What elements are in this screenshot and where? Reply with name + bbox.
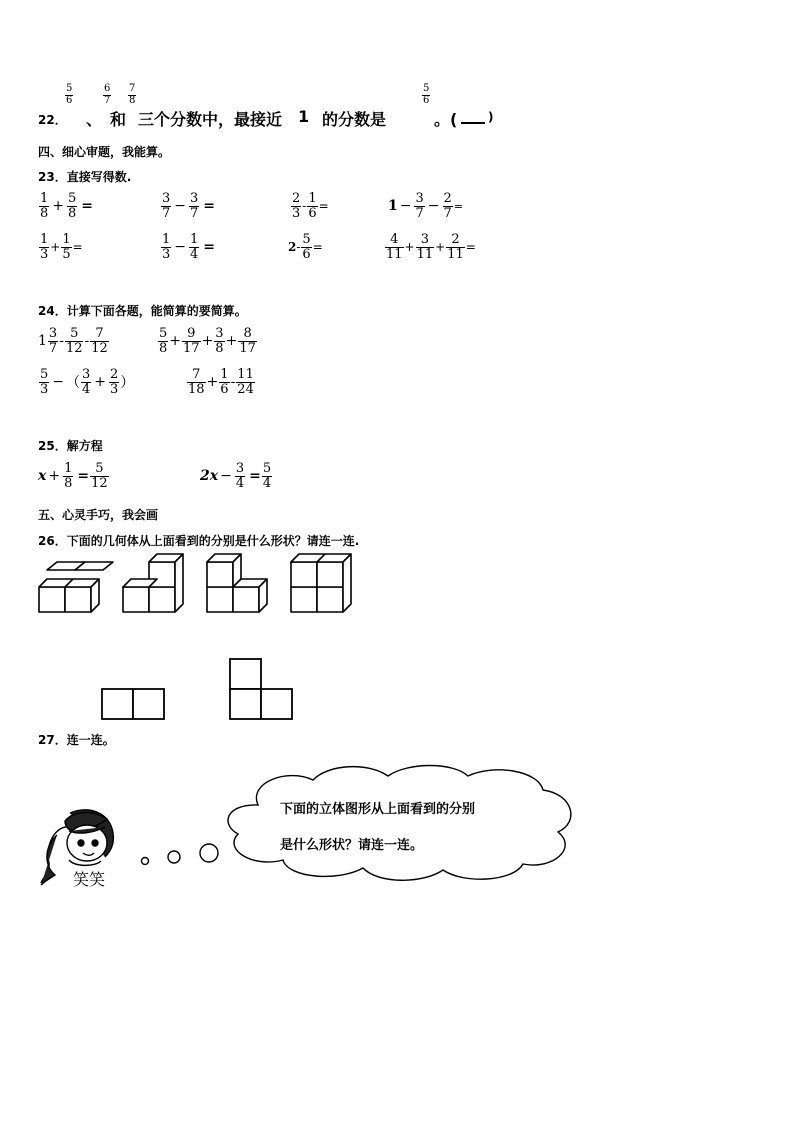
question-22 bbox=[38, 84, 518, 130]
fraction: $\frac{1}{8}$ bbox=[40, 191, 49, 221]
fraction: $\frac{1}{6}$ bbox=[220, 367, 229, 397]
fraction: $\frac{7}{12}$ bbox=[91, 326, 108, 356]
minus-sign: - bbox=[302, 199, 307, 214]
whole-number: 1 bbox=[38, 333, 47, 350]
q26-title: 26．下面的几何体从上面看到的分别是什么形状？请连一连. bbox=[38, 534, 360, 548]
q22-separator: 、 bbox=[86, 110, 103, 129]
minus-sign: - bbox=[296, 240, 301, 255]
fraction: $\frac{1}{6}$ bbox=[308, 191, 317, 221]
fraction: $\frac{2}{3}$ bbox=[292, 191, 301, 221]
fraction: $\frac{3}{7}$ bbox=[162, 191, 171, 221]
q25-title: 25．解方程 bbox=[38, 439, 103, 453]
right-paren: ） bbox=[120, 375, 135, 392]
equals-sign: = bbox=[249, 468, 261, 485]
equals-sign: = bbox=[312, 240, 323, 255]
equals-sign: = bbox=[453, 199, 463, 213]
solid-1[interactable] bbox=[39, 562, 113, 612]
q22-fraction-1: $\frac{5}{6}$ bbox=[66, 83, 73, 106]
solid-3[interactable] bbox=[207, 554, 267, 612]
plus-sign: + bbox=[435, 240, 446, 255]
q22-one: 1 bbox=[298, 107, 310, 126]
fraction: $\frac{5}{8}$ bbox=[68, 191, 77, 221]
thought-dot-medium bbox=[168, 851, 180, 863]
equals-sign: = bbox=[318, 199, 329, 214]
fraction: $\frac{3}{7}$ bbox=[190, 191, 199, 221]
variable-2x: 2x bbox=[200, 468, 219, 485]
q23-item-8 bbox=[384, 233, 476, 261]
fraction: $\frac{3}{4}$ bbox=[235, 461, 245, 491]
equals-sign: = bbox=[203, 239, 216, 256]
solid-4[interactable] bbox=[291, 554, 351, 612]
fraction: $\frac{2}{3}$ bbox=[110, 367, 119, 397]
fraction: $\frac{5}{12}$ bbox=[91, 461, 108, 491]
fraction: $\frac{7}{18}$ bbox=[188, 367, 205, 397]
speech-cloud bbox=[218, 760, 583, 885]
whole-number: 2 bbox=[288, 240, 297, 255]
solid-2[interactable] bbox=[123, 554, 183, 612]
equals-sign: = bbox=[465, 240, 476, 255]
q23-item-7 bbox=[288, 233, 323, 261]
plus-sign: + bbox=[169, 333, 182, 350]
fraction: $\frac{3}{11}$ bbox=[416, 232, 434, 262]
equals-sign: = bbox=[203, 198, 216, 215]
plus-sign: + bbox=[52, 198, 65, 215]
fraction: $\frac{11}{24}$ bbox=[237, 367, 254, 397]
minus-sign: − bbox=[52, 374, 65, 391]
fraction: $\frac{1}{8}$ bbox=[64, 461, 73, 491]
plus-sign: + bbox=[206, 374, 219, 391]
fraction: $\frac{4}{11}$ bbox=[386, 232, 403, 262]
plus-sign: + bbox=[201, 333, 214, 350]
q24-item-4 bbox=[186, 368, 256, 396]
fraction: $\frac{5}{3}$ bbox=[40, 367, 49, 397]
girl-illustration bbox=[35, 805, 145, 895]
fraction: $\frac{5}{4}$ bbox=[262, 461, 272, 491]
top-view-1[interactable] bbox=[102, 689, 164, 719]
equals-sign: = bbox=[81, 198, 94, 215]
thought-dot-small bbox=[142, 858, 149, 865]
plus-sign: + bbox=[94, 374, 107, 391]
q23-item-4 bbox=[388, 192, 463, 220]
plus-sign: + bbox=[404, 240, 415, 255]
left-paren: （ bbox=[66, 375, 81, 392]
q23-item-5 bbox=[38, 233, 83, 261]
q22-text2: 的分数是 bbox=[322, 110, 387, 129]
q23-item-2 bbox=[160, 192, 215, 220]
q22-number: 22． bbox=[38, 113, 67, 127]
q22-and: 和 bbox=[110, 110, 127, 129]
q23-item-3 bbox=[290, 192, 329, 220]
whole-number: 1 bbox=[388, 198, 398, 215]
q22-end: 。( bbox=[434, 110, 458, 129]
thought-dots bbox=[135, 835, 225, 875]
q24-item-2 bbox=[157, 327, 258, 355]
minus-sign: − bbox=[399, 198, 412, 215]
fraction: $\frac{5}{8}$ bbox=[159, 326, 168, 356]
fraction: $\frac{1}{3}$ bbox=[40, 232, 49, 262]
minus-sign: − bbox=[220, 468, 232, 485]
plus-sign: + bbox=[225, 333, 238, 350]
q26-solids bbox=[30, 550, 370, 620]
q22-text: 三个分数中，最接近 bbox=[138, 110, 283, 129]
plus-sign: + bbox=[50, 240, 61, 255]
q24-item-1 bbox=[38, 327, 110, 355]
speech-line-1: 下面的立体图形从上面看到的分别 bbox=[280, 802, 476, 817]
eye-right bbox=[92, 840, 98, 846]
fraction: $\frac{8}{17}$ bbox=[239, 326, 256, 356]
q22-fraction-2: $\frac{6}{7}$ bbox=[104, 83, 111, 106]
q22-answer-blank[interactable]: ____ bbox=[461, 110, 485, 124]
thought-dot-large bbox=[200, 844, 218, 862]
speech-line-2: 是什么形状？请连一连。 bbox=[280, 838, 424, 853]
q27-title: 27．连一连。 bbox=[38, 733, 115, 747]
fraction: $\frac{1}{3}$ bbox=[162, 232, 171, 262]
fraction: $\frac{5}{12}$ bbox=[65, 326, 83, 356]
minus-sign: − bbox=[174, 239, 187, 256]
top-view-2[interactable] bbox=[230, 659, 292, 719]
q25-equation-2 bbox=[200, 462, 273, 490]
girl-name: 笑笑 bbox=[73, 870, 106, 889]
variable-x: x bbox=[38, 468, 47, 485]
fraction: $\frac{3}{8}$ bbox=[215, 326, 224, 356]
minus-sign: - bbox=[59, 333, 64, 350]
fraction: $\frac{1}{4}$ bbox=[190, 232, 199, 262]
q23-item-1 bbox=[38, 192, 93, 220]
fraction: $\frac{2}{11}$ bbox=[447, 232, 464, 262]
fraction: $\frac{5}{6}$ bbox=[302, 232, 311, 262]
q23-title: 23．直接写得数. bbox=[38, 170, 132, 184]
section-4-heading: 四、细心审题，我能算。 bbox=[38, 145, 171, 159]
minus-sign: - bbox=[84, 333, 90, 350]
q22-fraction-3: $\frac{7}{8}$ bbox=[129, 83, 136, 106]
fraction: $\frac{3}{7}$ bbox=[415, 191, 424, 221]
q25-equation-1 bbox=[38, 462, 110, 490]
fraction: $\frac{3}{7}$ bbox=[48, 326, 58, 356]
q24-title: 24．计算下面各题，能简算的要简算。 bbox=[38, 304, 247, 318]
fraction: $\frac{1}{5}$ bbox=[62, 232, 71, 262]
fraction: $\frac{2}{7}$ bbox=[443, 191, 452, 221]
minus-sign: - bbox=[230, 374, 236, 391]
plus-sign: + bbox=[48, 468, 61, 485]
q24-item-3 bbox=[38, 368, 134, 396]
q22-answer-fraction: $\frac{5}{6}$ bbox=[423, 83, 430, 106]
section-5-heading: 五、心灵手巧，我会画 bbox=[38, 508, 159, 522]
eye-left bbox=[78, 840, 84, 846]
q22-close: ) bbox=[488, 110, 494, 124]
minus-sign: − bbox=[174, 198, 187, 215]
equals-sign: = bbox=[72, 240, 83, 255]
q23-item-6 bbox=[160, 233, 215, 261]
q26-top-views bbox=[95, 655, 305, 725]
fraction: $\frac{9}{17}$ bbox=[183, 326, 200, 356]
minus-sign: − bbox=[427, 198, 440, 215]
equals-sign: = bbox=[77, 468, 90, 485]
fraction: $\frac{3}{4}$ bbox=[82, 367, 91, 397]
